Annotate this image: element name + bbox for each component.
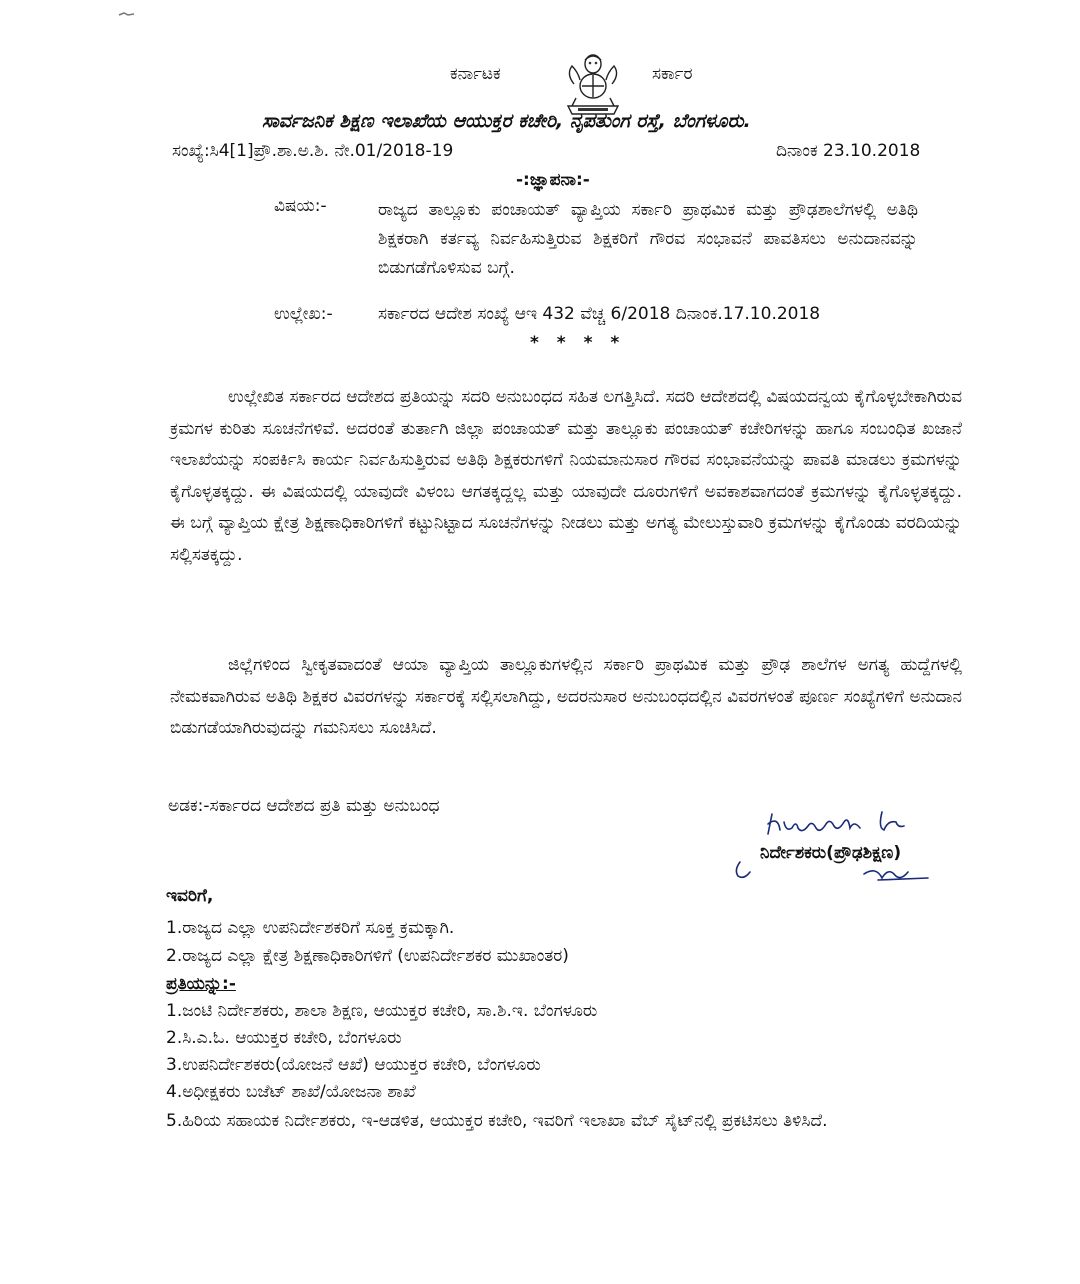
reference-number: ಸಂಖ್ಯೆ:ಸಿ4[1]ಪ್ರೌ.ಶಾ.ಅ.ಶಿ. ನೇ.01/2018-19	[172, 141, 454, 161]
office-line: ಸಾರ್ವಜನಿಕ ಶಿಕ್ಷಣ ಇಲಾಖೆಯ ಆಯುಕ್ತರ ಕಚೇರಿ, ನೃಪತುಂಗ ರಸ್ತೆ, ಬೆಂಗಳೂರು.	[262, 110, 751, 132]
signatory-designation: ನಿರ್ದೇಶಕರು(ಪ್ರೌಢಶಿಕ್ಷಣ)	[760, 843, 902, 863]
subject-text: ರಾಜ್ಯದ ತಾಲ್ಲೂಕು ಪಂಚಾಯತ್ ವ್ಯಾಪ್ತಿಯ ಸರ್ಕಾರಿ ಪ್ರಾಥಮಿಕ ಮತ್ತು ಪ್ರೌಢಶಾಲೆಗಳಲ್ಲಿ ಅತಿಥಿ ಶಿಕ್ಷಕರಾಗಿ ಕರ್ತವ್ಯ ನಿರ್ವಹಿಸುತ್ತಿರುವ ಶಿಕ್ಷಕರಿಗೆ ಗೌರವ ಸಂಭಾವನೆ ಪಾವತಿಸಲು ಅನುದಾನವನ್ನು ಬಿಡುಗಡೆಗೊಳಿಸುವ ಬಗ್ಗೆ.	[378, 200, 918, 278]
scan-speck	[118, 12, 136, 18]
header-state-left: ಕರ್ನಾಟಕ	[450, 64, 501, 84]
copies-heading: ಪ್ರತಿಯನ್ನು:-	[166, 974, 236, 994]
separator-stars: * * * *	[530, 333, 626, 353]
body-paragraph-1: ಉಲ್ಲೇಖಿತ ಸರ್ಕಾರದ ಆದೇಶದ ಪ್ರತಿಯನ್ನು ಸದರಿ ಅನುಬಂಧದ ಸಹಿತ ಲಗತ್ತಿಸಿದೆ. ಸದರಿ ಆದೇಶದಲ್ಲಿ ವಿಷಯದನ್ವಯ ಕೈಗೊಳ್ಳಬೇಕಾಗಿರುವ ಕ್ರಮಗಳ ಕುರಿತು ಸೂಚನೆಗಳಿವೆ. ಅದರಂತೆ ತುರ್ತಾಗಿ ಜಿಲ್ಲಾ ಪಂಚಾಯತ್ ಮತ್ತು ತಾಲ್ಲೂಕು ಪಂಚಾಯತ್ ಕಚೇರಿಗಳನ್ನು ಹಾಗೂ ಸಂಬಂಧಿತ ಖಜಾನೆ ಇಲಾಖೆಯನ್ನು ಸಂಪರ್ಕಿಸಿ ಕಾರ್ಯ ನಿರ್ವಹಿಸುತ್ತಿರುವ ಅತಿಥಿ ಶಿಕ್ಷಕರುಗಳಿಗೆ ನಿಯಮಾನುಸಾರ ಗೌರವ ಸಂಭಾವನೆಯನ್ನು ಪಾವತಿ ಮಾಡಲು ಕ್ರಮಗಳನ್ನು ಕೈಗೊಳ್ಳತಕ್ಕದ್ದು. ಈ ವಿಷಯದಲ್ಲಿ ಯಾವುದೇ ವಿಳಂಬ ಆಗತಕ್ಕದ್ದಲ್ಲ ಮತ್ತು ಯಾವುದೇ ದೂರುಗಳಿಗೆ ಅವಕಾಶವಾಗದಂತೆ ಕ್ರಮಗಳನ್ನು ಕೈಗೊಳ್ಳತಕ್ಕದ್ದು. ಈ ಬಗ್ಗೆ ವ್ಯಾಪ್ತಿಯ ಕ್ಷೇತ್ರ ಶಿಕ್ಷಣಾಧಿಕಾರಿಗಳಿಗೆ ಕಟ್ಟುನಿಟ್ಟಾದ ಸೂಚನೆಗಳನ್ನು ನೀಡಲು ಮತ್ತು ಅಗತ್ಯ ಮೇಲುಸ್ತುವಾರಿ ಕ್ರಮಗಳನ್ನು ಕೈಗೊಂಡು ವರದಿಯನ್ನು ಸಲ್ಲಿಸತಕ್ಕದ್ದು.	[170, 387, 962, 565]
memo-heading: -:ಜ್ಞಾಪನಾ:-	[516, 170, 590, 190]
copy-item: 2.ಸಿ.ಎ.ಓ. ಆಯುಕ್ತರ ಕಚೇರಿ, ಬೆಂಗಳೂರು	[166, 1028, 402, 1048]
enclosure-line: ಅಡಕ:-ಸರ್ಕಾರದ ಆದೇಶದ ಪ್ರತಿ ಮತ್ತು ಅನುಬಂಧ	[168, 796, 440, 816]
reference-label: ಉಲ್ಲೇಖ:-	[274, 304, 333, 324]
copy-item: 4.ಅಧೀಕ್ಷಕರು ಬಜೆಟ್ ಶಾಖೆ/ಯೋಜನಾ ಶಾಖೆ	[166, 1082, 416, 1102]
reference-text: ಸರ್ಕಾರದ ಆದೇಶ ಸಂಖ್ಯೆ ಆಇ 432 ವೆಚ್ಚ 6/2018 ದಿನಾಂಕ.17.10.2018	[378, 304, 821, 324]
recipient-item: 2.ರಾಜ್ಯದ ಎಲ್ಲಾ ಕ್ಷೇತ್ರ ಶಿಕ್ಷಣಾಧಿಕಾರಿಗಳಿಗೆ (ಉಪನಿರ್ದೇಶಕರ ಮುಖಾಂತರ)	[166, 946, 569, 966]
recipients-heading: ಇವರಿಗೆ,	[166, 886, 214, 906]
recipient-item: 1.ರಾಜ್ಯದ ಎಲ್ಲಾ ಉಪನಿರ್ದೇಶಕರಿಗೆ ಸೂಕ್ತ ಕ್ರಮಕ್ಕಾಗಿ.	[166, 918, 455, 938]
copy-item: 5.ಹಿರಿಯ ಸಹಾಯಕ ನಿರ್ದೇಶಕರು, ಇ-ಆಡಳಿತ, ಆಯುಕ್ತರ ಕಚೇರಿ, ಇವರಿಗೆ ಇಲಾಖಾ ವೆಬ್ ಸೈಟ್‌ನಲ್ಲಿ ಪ್ರಕಟಿಸಲು ತಿಳಿಸಿದೆ.	[166, 1111, 828, 1131]
copy-item: 3.ಉಪನಿರ್ದೇಶಕರು(ಯೋಜನೆ ಆಖೆ) ಆಯುಕ್ತರ ಕಚೇರಿ, ಬೆಂಗಳೂರು	[166, 1055, 541, 1075]
document-date: ದಿನಾಂಕ 23.10.2018	[776, 141, 921, 161]
header-state-right: ಸರ್ಕಾರ	[652, 64, 693, 84]
subject-label: ವಿಷಯ:-	[274, 196, 327, 216]
body-paragraph-2: ಜಿಲ್ಲೆಗಳಿಂದ ಸ್ವೀಕೃತವಾದಂತೆ ಆಯಾ ವ್ಯಾಪ್ತಿಯ ತಾಲ್ಲೂಕುಗಳಲ್ಲಿನ ಸರ್ಕಾರಿ ಪ್ರಾಥಮಿಕ ಮತ್ತು ಪ್ರೌಢ ಶಾಲೆಗಳ ಅಗತ್ಯ ಹುದ್ದೆಗಳಲ್ಲಿ ನೇಮಕವಾಗಿರುವ ಅತಿಥಿ ಶಿಕ್ಷಕರ ವಿವರಗಳನ್ನು ಸರ್ಕಾರಕ್ಕೆ ಸಲ್ಲಿಸಲಾಗಿದ್ದು, ಅದರನುಸಾರ ಅನುಬಂಧದಲ್ಲಿನ ವಿವರಗಳಂತೆ ಪೂರ್ಣ ಸಂಖ್ಯೆಗಳಿಗೆ ಅನುದಾನ ಬಿಡುಗಡೆಯಾಗಿರುವುದನ್ನು ಗಮನಿಸಲು ಸೂಚಿಸಿದೆ.	[170, 655, 962, 738]
copy-item: 1.ಜಂಟಿ ನಿರ್ದೇಶಕರು, ಶಾಲಾ ಶಿಕ್ಷಣ, ಆಯುಕ್ತರ ಕಚೇರಿ, ಸಾ.ಶಿ.ಇ. ಬೆಂಗಳೂರು	[166, 1001, 598, 1021]
